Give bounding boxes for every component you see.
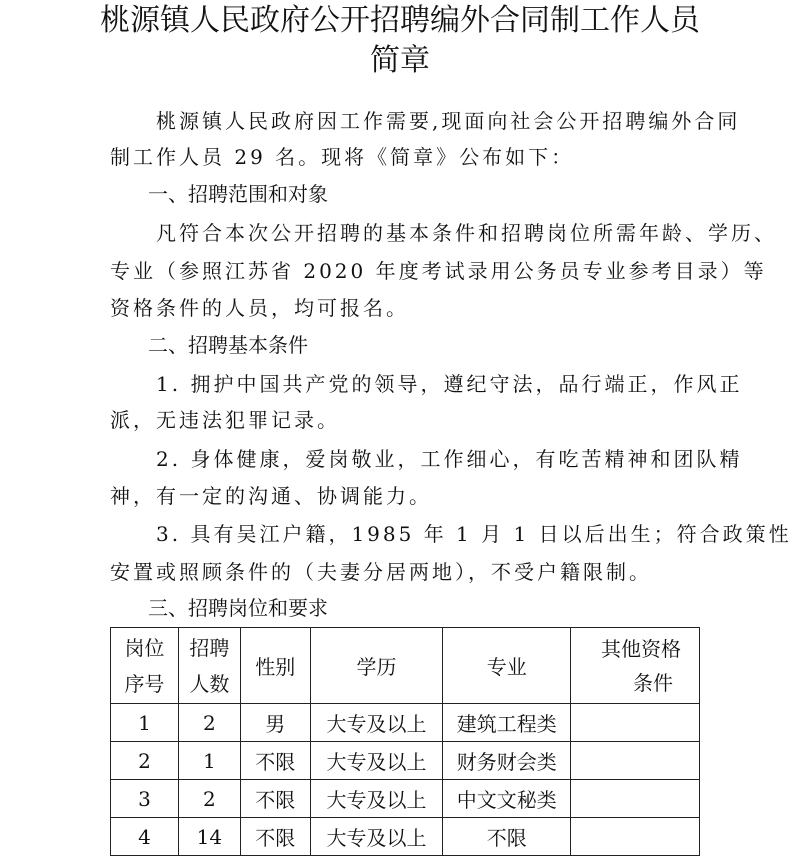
cell-gender: 不限 bbox=[240, 742, 310, 780]
cell-gender: 不限 bbox=[240, 780, 310, 818]
header-other: 其他资格 条件 bbox=[571, 628, 700, 704]
section2-item3-line2: 安置或照顾条件的（夫妻分居两地），不受户籍限制。 bbox=[110, 560, 652, 584]
cell-other bbox=[571, 742, 700, 780]
cell-education: 大专及以上 bbox=[310, 742, 443, 780]
cell-count: 2 bbox=[178, 704, 240, 742]
cell-post: 1 bbox=[111, 704, 179, 742]
section2-item2-line1: 2. 身体健康，爱岗敬业，工作细心，有吃苦精神和团队精 bbox=[110, 447, 743, 471]
section2-item1-line1: 1. 拥护中国共产党的领导，遵纪守法，品行端正，作风正 bbox=[110, 372, 743, 396]
doc-title-line2: 简章 bbox=[370, 43, 430, 78]
cell-count: 14 bbox=[178, 818, 240, 856]
cell-other bbox=[571, 818, 700, 856]
table-row bbox=[111, 780, 700, 818]
cell-count: 2 bbox=[178, 780, 240, 818]
cell-count: 1 bbox=[178, 742, 240, 780]
cell-gender: 不限 bbox=[240, 818, 310, 856]
section1-line2: 专业（参照江苏省 2020 年度考试录用公务员专业参考目录）等 bbox=[110, 259, 767, 283]
cell-education: 大专及以上 bbox=[310, 818, 443, 856]
jobs-table bbox=[110, 627, 700, 856]
section2-item3-line1: 3. 具有吴江户籍，1985 年 1 月 1 日以后出生；符合政策性 bbox=[110, 522, 792, 546]
cell-education: 大专及以上 bbox=[310, 780, 443, 818]
cell-major: 中文文秘类 bbox=[443, 780, 571, 818]
header-count: 招聘 人数 bbox=[178, 628, 240, 704]
section1-heading: 一、招聘范围和对象 bbox=[148, 182, 328, 206]
cell-post: 4 bbox=[111, 818, 179, 856]
intro-line1: 桃源镇人民政府因工作需要,现面向社会公开招聘编外合同 bbox=[110, 109, 741, 133]
cell-education: 大专及以上 bbox=[310, 704, 443, 742]
section2-item2-line2: 神，有一定的沟通、协调能力。 bbox=[110, 484, 432, 508]
cell-gender: 男 bbox=[240, 704, 310, 742]
table-row bbox=[111, 818, 700, 856]
header-education: 学历 bbox=[310, 628, 443, 704]
doc-title-line1: 桃源镇人民政府公开招聘编外合同制工作人员 bbox=[100, 3, 700, 38]
cell-major: 财务财会类 bbox=[443, 742, 571, 780]
section3-heading: 三、招聘岗位和要求 bbox=[148, 596, 328, 620]
cell-other bbox=[571, 704, 700, 742]
section2-heading: 二、招聘基本条件 bbox=[148, 333, 308, 357]
intro-line2: 制工作人员 29 名。现将《简章》公布如下： bbox=[110, 145, 575, 169]
header-gender: 性别 bbox=[240, 628, 310, 704]
section1-line3: 资格条件的人员，均可报名。 bbox=[110, 296, 409, 320]
section2-item1-line2: 派，无违法犯罪记录。 bbox=[110, 408, 340, 432]
table-row bbox=[111, 742, 700, 780]
cell-post: 2 bbox=[111, 742, 179, 780]
table-row bbox=[111, 704, 700, 742]
cell-other bbox=[571, 780, 700, 818]
section1-line1: 凡符合本次公开招聘的基本条件和招聘岗位所需年龄、学历、 bbox=[110, 221, 777, 245]
cell-post: 3 bbox=[111, 780, 179, 818]
cell-major: 建筑工程类 bbox=[443, 704, 571, 742]
table-header-row bbox=[111, 628, 700, 704]
header-major: 专业 bbox=[443, 628, 571, 704]
cell-major: 不限 bbox=[443, 818, 571, 856]
header-post: 岗位 序号 bbox=[111, 628, 179, 704]
